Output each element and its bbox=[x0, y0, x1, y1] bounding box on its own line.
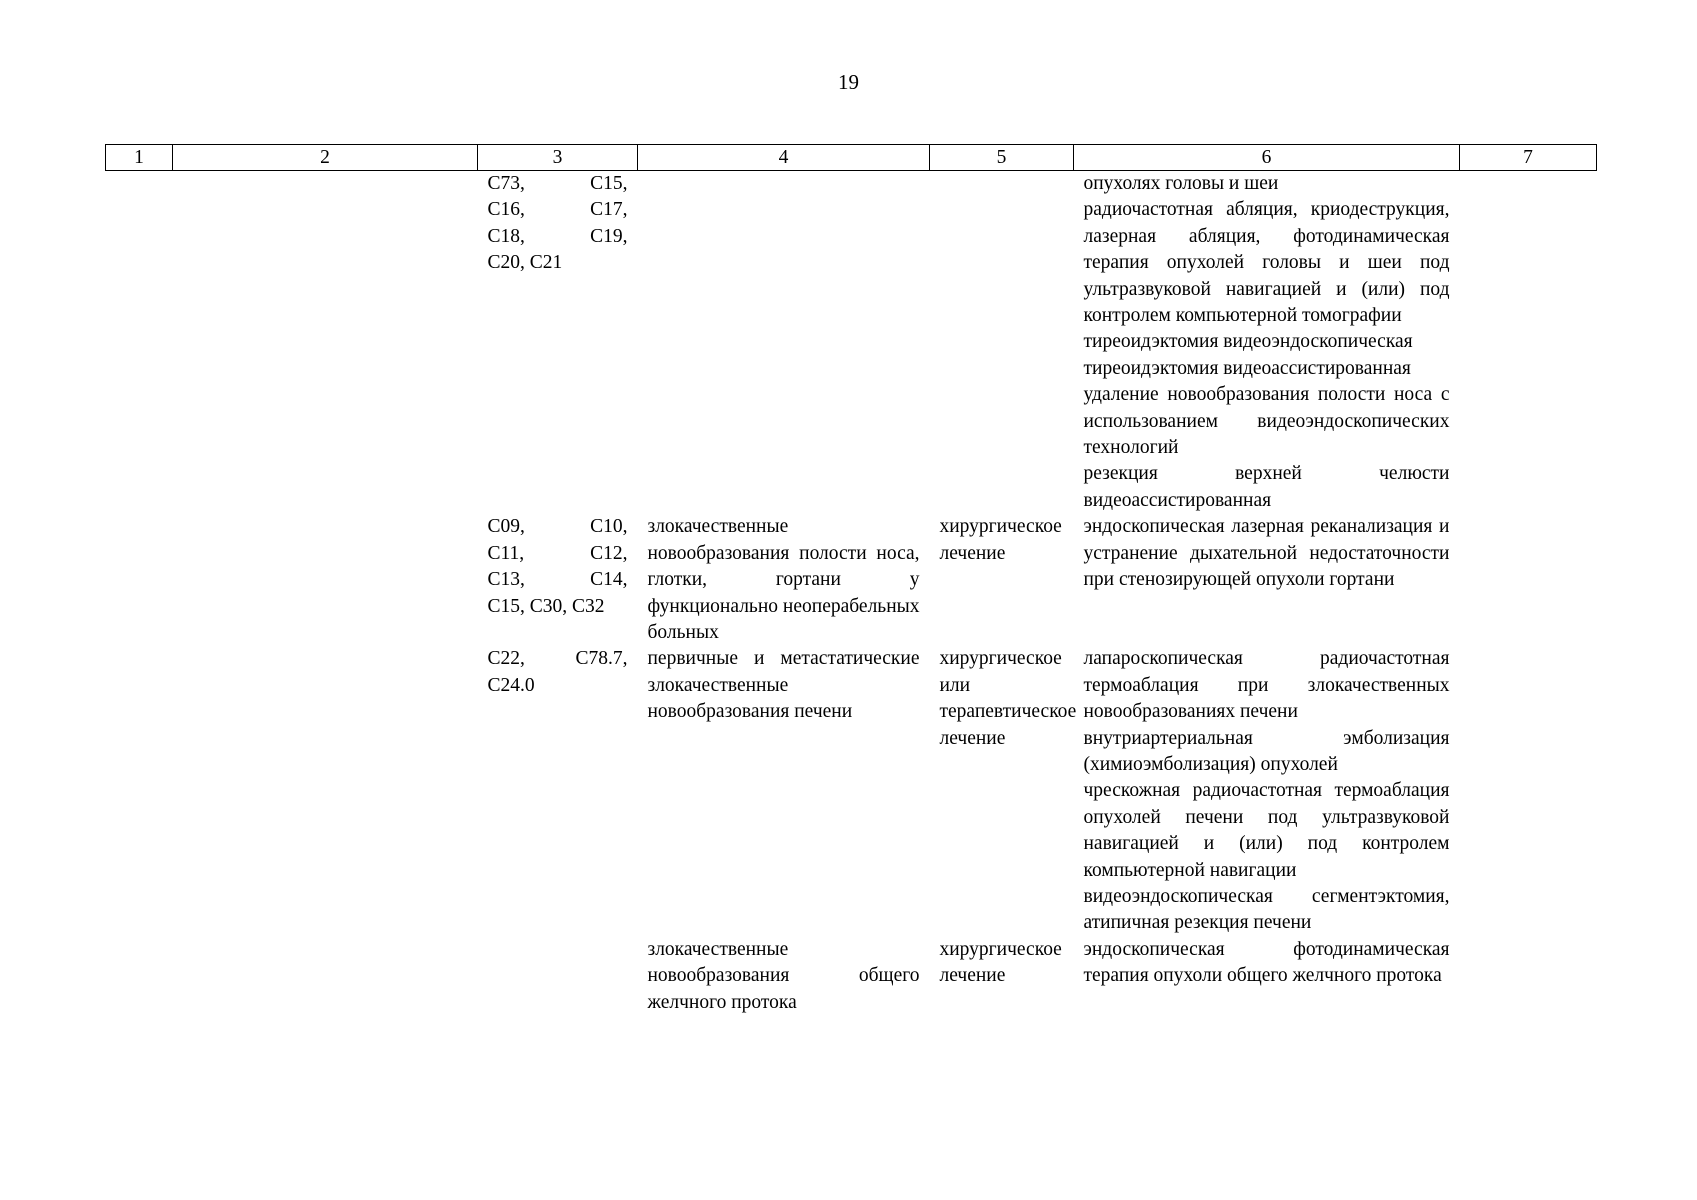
treatment-type-cell: хирургическое лечение bbox=[939, 938, 1062, 987]
column-number: 1 bbox=[106, 145, 173, 171]
cell-col-7 bbox=[1460, 171, 1597, 515]
treatment-type-cell bbox=[930, 171, 1074, 515]
icd-code-line bbox=[488, 673, 628, 699]
icd-code: C18, bbox=[487, 225, 525, 247]
icd-code: C11, bbox=[487, 542, 525, 564]
column-number-header bbox=[106, 145, 1597, 171]
treatment-method: эндоскопическая лазерная реканализация и устранение дыхательной недостаточности при стенозирующей опухоли гортани bbox=[1083, 516, 1450, 591]
table-row bbox=[106, 646, 1597, 936]
icd-code-line bbox=[488, 250, 628, 276]
diagnosis-cell: злокачественные новообразования общего желчного протока bbox=[647, 938, 920, 1013]
cell-col-1 bbox=[106, 937, 173, 1016]
diagnosis-cell: злокачественные новообразования полости носа, глотки, гортани у функционально неоперабельных больных bbox=[647, 516, 920, 643]
icd-code: C13, bbox=[487, 569, 525, 591]
icd-codes-cell bbox=[478, 937, 638, 1016]
icd-code: C10, bbox=[590, 516, 628, 538]
column-number: 2 bbox=[173, 145, 478, 171]
treatment-method: удаление новообразования полости носа с использованием видеоэндоскопических технологий bbox=[1083, 384, 1450, 459]
column-number: 3 bbox=[478, 145, 638, 171]
icd-code: C12, bbox=[590, 542, 628, 564]
icd-codes-cell bbox=[478, 646, 638, 936]
diagnosis-cell bbox=[638, 171, 930, 515]
icd-code: C19, bbox=[590, 225, 628, 247]
procedures-table bbox=[105, 144, 1596, 1016]
treatment-method: видеоэндоскопическая сегментэктомия, атипичная резекция печени bbox=[1083, 885, 1450, 934]
icd-code: C22, bbox=[487, 648, 525, 670]
icd-code: C20, C21 bbox=[487, 252, 563, 274]
icd-code-line bbox=[488, 594, 628, 620]
cell-col-7 bbox=[1460, 646, 1597, 936]
table-row bbox=[106, 514, 1597, 646]
treatment-method: внутриартериальная эмболизация (химиоэмболизация) опухолей bbox=[1083, 727, 1450, 775]
page-number: 19 bbox=[838, 70, 859, 94]
icd-code: C17, bbox=[590, 199, 628, 221]
treatment-method: эндоскопическая фотодинамическая терапия опухоли общего желчного протока bbox=[1083, 938, 1450, 987]
icd-codes-cell bbox=[478, 514, 638, 646]
treatment-method: тиреоидэктомия видеоассистированная bbox=[1083, 357, 1411, 379]
treatment-method: лапароскопическая радиочастотная термоаблация при злокачественных новообразованиях печени bbox=[1083, 648, 1450, 723]
cell-col-2 bbox=[173, 171, 478, 515]
treatment-type-cell: хирургическое или терапевтическое лечение bbox=[939, 648, 1077, 749]
icd-code-line bbox=[488, 171, 628, 197]
table-row bbox=[106, 937, 1597, 1016]
treatment-method: радиочастотная абляция, криодеструкция, лазерная абляция, фотодинамическая терапия опухолей головы и шеи под ультразвуковой навигацией и (или) под контролем компьютерной томографии bbox=[1083, 199, 1450, 327]
icd-code: C14, bbox=[590, 569, 628, 591]
cell-col-2 bbox=[173, 937, 478, 1016]
icd-code: C78.7, bbox=[575, 648, 628, 670]
table-body bbox=[106, 171, 1597, 1017]
icd-code: C16, bbox=[487, 199, 525, 221]
icd-code-line bbox=[488, 224, 628, 250]
diagnosis-cell: первичные и метастатические злокачественные новообразования печени bbox=[647, 648, 920, 723]
icd-code-line bbox=[488, 197, 628, 223]
treatment-methods-cell bbox=[1074, 514, 1460, 646]
column-number: 7 bbox=[1460, 145, 1597, 171]
column-number: 5 bbox=[930, 145, 1074, 171]
column-number: 4 bbox=[638, 145, 930, 171]
icd-code-line bbox=[488, 514, 628, 540]
icd-code-line bbox=[488, 541, 628, 567]
table-row bbox=[106, 171, 1597, 515]
cell-col-1 bbox=[106, 646, 173, 936]
cell-col-7 bbox=[1460, 514, 1597, 646]
icd-code-line bbox=[488, 567, 628, 593]
icd-code: C09, bbox=[487, 516, 525, 538]
treatment-method: чрескожная радиочастотная термоаблация опухолей печени под ультразвуковой навигацией и (или) под контролем компьютерной навигации bbox=[1083, 780, 1450, 881]
treatment-methods-cell bbox=[1074, 937, 1460, 1016]
icd-codes-cell bbox=[478, 171, 638, 515]
treatment-method: опухолях головы и шеи bbox=[1083, 173, 1279, 194]
treatment-method: резекция верхней челюсти видеоассистированная bbox=[1083, 463, 1450, 511]
treatment-methods-cell bbox=[1074, 171, 1460, 515]
treatment-method: тиреоидэктомия видеоэндоскопическая bbox=[1083, 331, 1413, 353]
cell-col-2 bbox=[173, 646, 478, 936]
cell-col-1 bbox=[106, 171, 173, 515]
treatment-type-cell: хирургическое лечение bbox=[939, 516, 1062, 564]
cell-col-2 bbox=[173, 514, 478, 646]
icd-code: C15, C30, C32 bbox=[487, 595, 605, 617]
icd-code-line bbox=[488, 646, 628, 672]
cell-col-1 bbox=[106, 514, 173, 646]
column-number: 6 bbox=[1074, 145, 1460, 171]
icd-code: C15, bbox=[590, 173, 628, 194]
icd-code: C73, bbox=[487, 173, 525, 194]
cell-col-7 bbox=[1460, 937, 1597, 1016]
icd-code: C24.0 bbox=[487, 674, 535, 696]
treatment-methods-cell bbox=[1074, 646, 1460, 936]
